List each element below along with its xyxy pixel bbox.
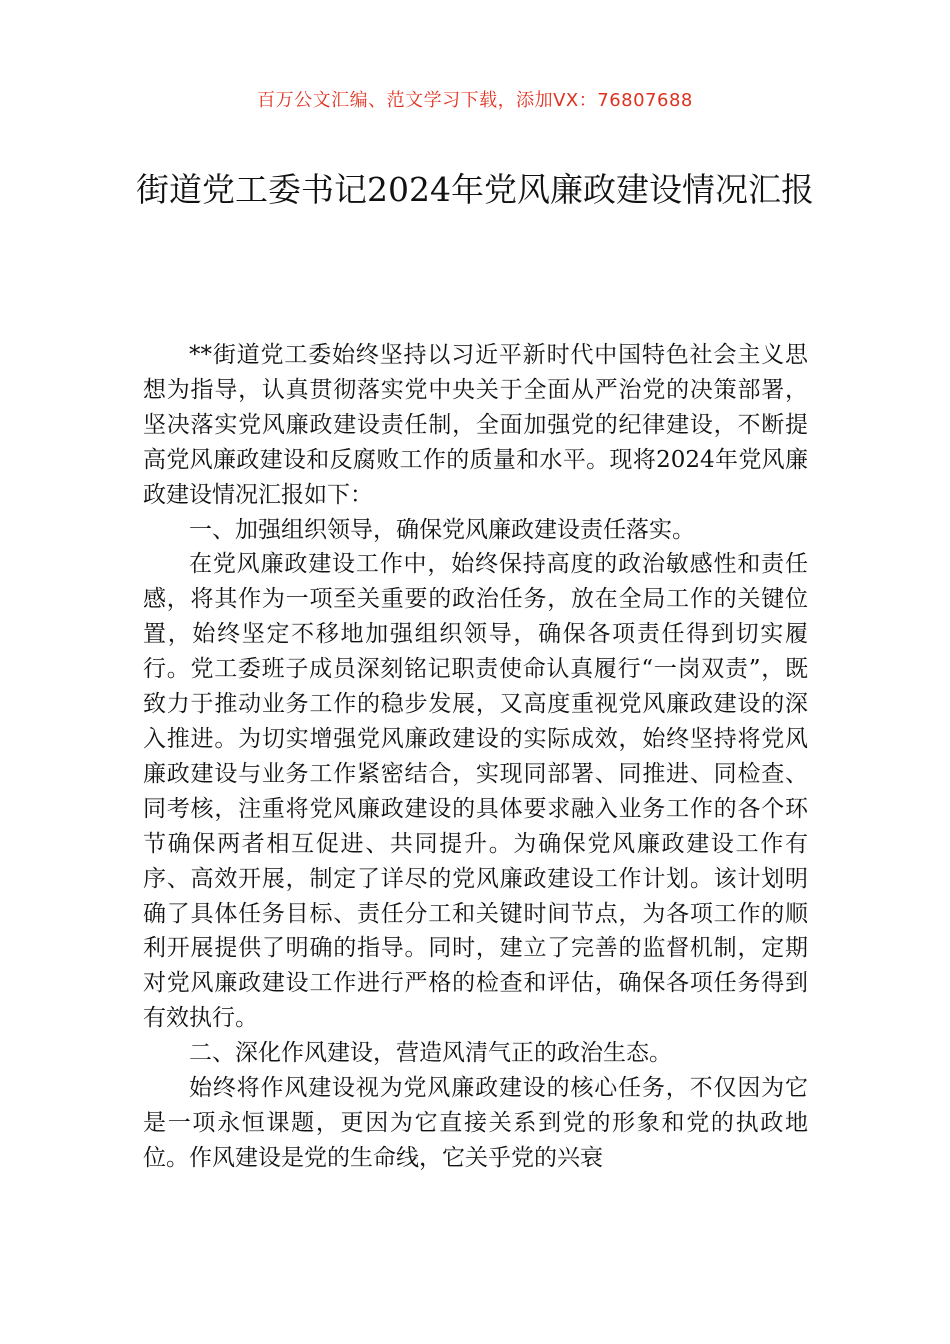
intro-paragraph: **街道党工委始终坚持以习近平新时代中国特色社会主义思想为指导，认真贯彻落实党中央关于全面从严治党的决策部署，坚决落实党风廉政建设责任制，全面加强党的纪律建设，不断提高党风廉政建设和反腐败工作的质量和水平。现将2024年党风廉政建设情况汇报如下：	[143, 342, 808, 508]
section-1-paragraph: 在党风廉政建设工作中，始终保持高度的政治敏感性和责任感，将其作为一项至关重要的政治任务，放在全局工作的关键位置，始终坚定不移地加强组织领导，确保各项责任得到切实履行。党工委班子成员深刻铭记职责使命认真履行“一岗双责”，既致力于推动业务工作的稳步发展，又高度重视党风廉政建设的深入推进。为切实增强党风廉政建设的实际成效，始终坚持将党风廉政建设与业务工作紧密结合，实现同部署、同推进、同检查、同考核，注重将党风廉政建设的具体要求融入业务工作的各个环节确保两者相互促进、共同提升。为确保党风廉政建设工作有序、高效开展，制定了详尽的党风廉政建设工作计划。该计划明确了具体任务目标、责任分工和关键时间节点，为各项工作的顺利开展提供了明确的指导。同时，建立了完善的监督机制，定期对党风廉政建设工作进行严格的检查和评估，确保各项任务得到有效执行。	[143, 551, 808, 1032]
section-2-paragraph: 始终将作风建设视为党风廉政建设的核心任务，不仅因为它是一项永恒课题，更因为它直接关系到党的形象和党的执政地位。作风建设是党的生命线，它关乎党的兴衰	[143, 1075, 808, 1171]
document-body	[143, 338, 808, 1176]
document-title: 街道党工委书记2024年党风廉政建设情况汇报	[136, 170, 814, 209]
section-heading-2: 二、深化作风建设，营造风清气正的政治生态。	[189, 1040, 672, 1067]
section-heading-1: 一、加强组织领导，确保党风廉政建设责任落实。	[189, 516, 695, 543]
watermark-banner: 百万公文汇编、范文学习下载，添加VX：76807688	[257, 90, 693, 111]
